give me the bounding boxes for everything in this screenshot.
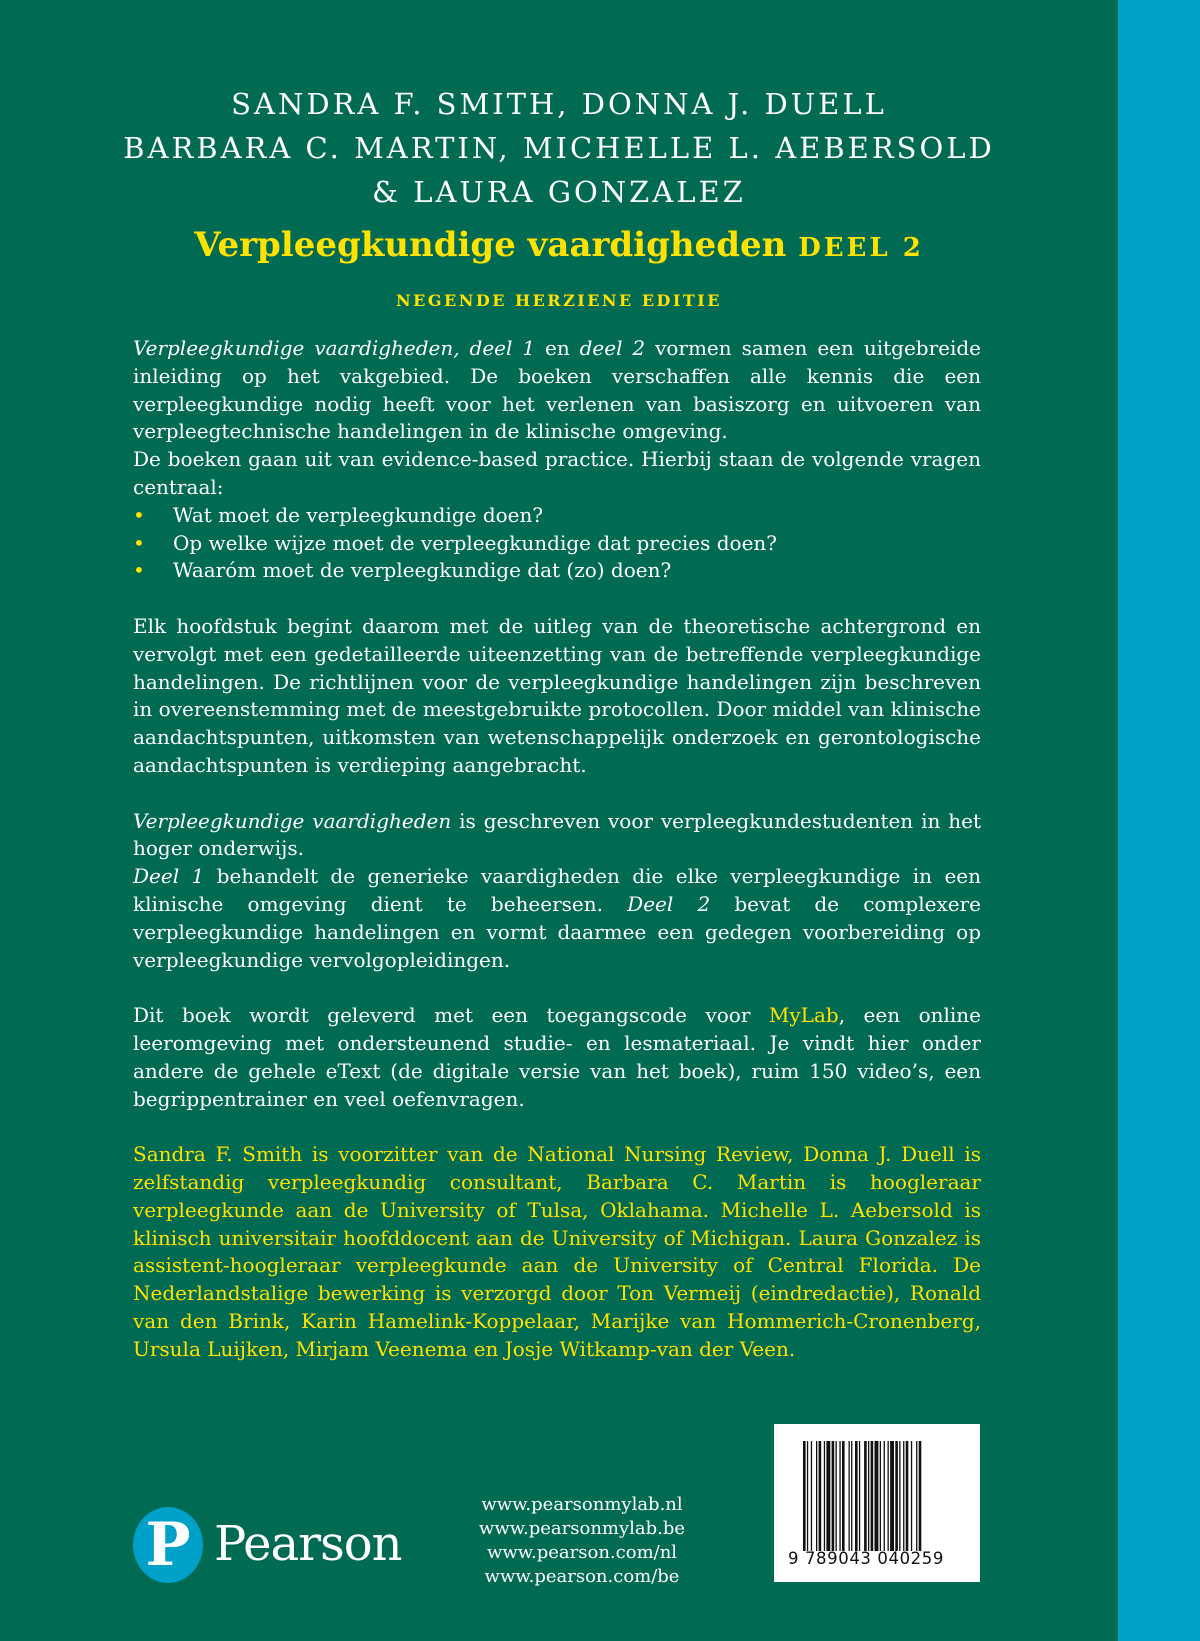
author-line: BARBARA C. MARTIN, MICHELLE L. AEBERSOLD <box>123 131 995 165</box>
barcode-bar <box>849 1441 850 1551</box>
publisher-urls <box>462 1493 702 1589</box>
book-title-part: DEEL 2 <box>798 233 924 263</box>
audience-text: is geschreven voor verpleegkundestudenten in het hoger onderwijs. <box>133 808 982 861</box>
barcode-bar <box>855 1441 858 1551</box>
parts-paragraph <box>133 863 981 974</box>
author-line: SANDRA F. SMITH, DONNA J. DUELL <box>231 87 887 121</box>
list-item <box>133 502 981 530</box>
intro-paragraph <box>133 335 981 446</box>
barcode-bar <box>903 1441 904 1551</box>
barcode-bar <box>851 1441 852 1551</box>
barcode-bar <box>888 1441 889 1551</box>
pearson-p-icon: P <box>133 1507 203 1583</box>
spine-strip <box>1118 0 1200 1641</box>
url-line: www.pearson.com/be <box>484 1566 680 1587</box>
authors-block <box>0 82 1118 214</box>
bullet-icon: • <box>133 558 145 583</box>
barcode-bar <box>899 1441 900 1551</box>
barcode-bar <box>919 1441 922 1551</box>
url-line: www.pearsonmylab.nl <box>481 1494 683 1515</box>
book-title <box>0 220 1118 273</box>
audience-paragraph <box>133 808 981 864</box>
barcode-bar <box>803 1441 806 1551</box>
blurb-text <box>133 335 981 1363</box>
bullet-icon: • <box>133 502 145 527</box>
intro-title-1: Verpleegkundige vaardigheden, deel 1 <box>133 336 536 360</box>
questions-list <box>133 502 981 585</box>
mylab-before: Dit boek wordt geleverd met een toegangscode voor <box>133 1003 751 1028</box>
barcode-bar <box>906 1441 909 1551</box>
chapter-paragraph: Elk hoofdstuk begint daarom met de uitleg van de theoretische achtergrond en vervolgt met een gedetailleerde uiteenzetting van de betreffende verpleegkundige handelingen. De richtlijnen voor de verpleegkundige handelingen zijn beschreven in overeenstemming met de meestgebruikte protocollen. Door middel van klinische aandachtspunten, uitkomsten van wetenschappelijk onderzoek en gerontologische aandachtspunten is verdieping aangebracht. <box>133 613 981 777</box>
list-item-text: Op welke wijze moet de verpleegkundige dat precies doen? <box>173 530 778 555</box>
barcode-bar <box>868 1441 869 1551</box>
barcode-bar <box>816 1441 817 1551</box>
deel1-text: behandelt de generieke vaardigheden die elke verpleegkundige in een klinische omgeving dient te beheersen. <box>133 864 982 916</box>
intro-title-2: deel 2 <box>579 336 646 360</box>
url-line: www.pearsonmylab.be <box>478 1518 686 1539</box>
barcode-bar <box>890 1441 894 1551</box>
barcode-bars <box>803 1441 955 1551</box>
barcode-bar <box>884 1441 885 1551</box>
publisher-name: Pearson <box>214 1516 402 1572</box>
deel1-label: Deel 1 <box>133 864 205 889</box>
mylab-after: , een online leeromgeving met ondersteunend studie- en lesmateriaal. Je vindt hier onder andere de gehele eText (de digitale versie van het boek), ruim 150 video’s, een begrippentrainer en veel oefenvragen. <box>133 1003 982 1111</box>
barcode-bar <box>880 1441 881 1551</box>
deel2-text: bevat de complexere verpleegkundige handelingen en vormt daarmee een gedegen voorbereiding op verpleegkundige vervolgopleidingen. <box>133 891 981 972</box>
barcode-bar <box>875 1441 879 1551</box>
barcode-bar <box>807 1441 808 1551</box>
list-item <box>133 557 981 585</box>
url-line: www.pearson.com/nl <box>486 1542 678 1563</box>
mylab-paragraph <box>133 1002 981 1113</box>
list-item-text: Wat moet de verpleegkundige doen? <box>173 502 544 527</box>
barcode-bar <box>824 1441 825 1551</box>
book-title-main: Verpleegkundige vaardigheden <box>194 225 787 265</box>
intro-rest: vormen samen een uitgebreide inleiding op het vakgebied. De boeken verschaffen alle kennis die een verpleegkundige nodig heeft voor het verlenen van basiszorg en uitvoeren van verpleegtechnische handelingen in de klinische omgeving. <box>133 336 982 444</box>
barcode-bar <box>811 1441 812 1551</box>
audience-title: Verpleegkundige vaardigheden <box>133 808 452 833</box>
mylab-link: MyLab <box>768 1003 839 1028</box>
barcode-bar <box>839 1441 840 1551</box>
edition-label: NEGENDE HERZIENE EDITIE <box>396 291 722 310</box>
author-bio-paragraph: Sandra F. Smith is voorzitter van de National Nursing Review, Donna J. Duell is zelfstandig verpleegkundig consultant, Barbara C. Martin is hoogleraar verpleegkunde aan de University of Tulsa, Oklahama. Michelle L. Aebersold is klinisch universitair hoofddocent aan de University of Michigan. Laura Gonzalez is assistent-hoogleraar verpleegkunde aan de University of Central Florida. De Nederlandstalige bewerking is verzorgd door Ton Vermeij (eindredactie), Ronald van den Brink, Karin Hamelink-Koppelaar, Marijke van Hommerich-Cronenberg, Ursula Luijken, Mirjam Veenema en Josje Witkamp-van der Veen. <box>133 1142 981 1361</box>
barcode-bar <box>859 1441 860 1551</box>
list-item <box>133 530 981 558</box>
barcode-bar <box>836 1441 837 1551</box>
barcode-bar <box>819 1441 822 1551</box>
deel2-label: Deel 2 <box>627 891 711 916</box>
isbn-number: 9 789043 040259 <box>788 1549 944 1568</box>
barcode <box>774 1424 980 1582</box>
barcode-bar <box>864 1441 867 1551</box>
bullet-icon: • <box>133 530 145 555</box>
barcode-bar <box>916 1441 917 1551</box>
list-item-text: Waaróm moet de verpleegkundige dat (zo) doen? <box>173 558 672 583</box>
barcode-bar <box>826 1441 830 1551</box>
barcode-bar <box>895 1441 898 1551</box>
barcode-bar <box>842 1441 845 1551</box>
barcode-bar <box>911 1441 912 1551</box>
ebp-paragraph: De boeken gaan uit van evidence-based practice. Hierbij staan de volgende vragen centraal: <box>133 447 981 499</box>
barcode-bar <box>871 1441 874 1551</box>
intro-and: en <box>544 336 570 360</box>
author-line: & LAURA GONZALEZ <box>372 175 746 209</box>
barcode-bar <box>832 1441 835 1551</box>
